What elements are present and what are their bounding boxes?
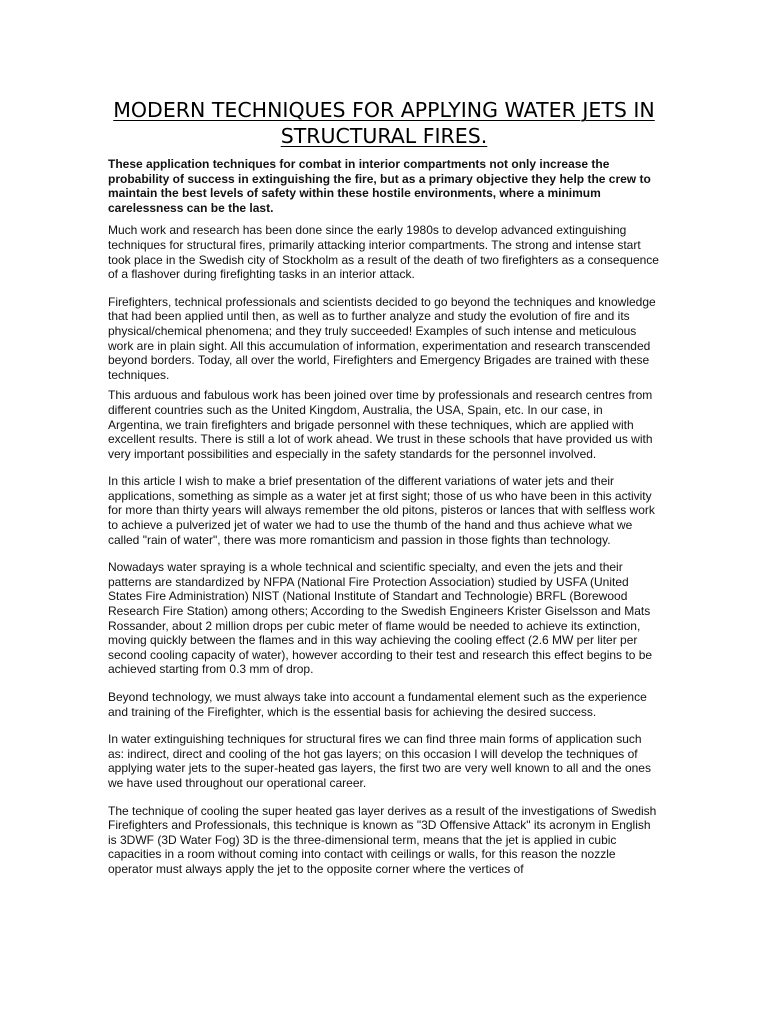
paragraph-6: Beyond technology, we must always take into account a fundamental element such as the experience and training of the Firefighter, which is the essential basis for achieving the desired success.: [108, 690, 647, 719]
paragraph-8: The technique of cooling the super heated gas layer derives as a result of the investigations of Swedish Firefighters and Professionals, this technique is known as "3D Offensive Attack" its acronym in English is 3DWF (3D Water Fog) 3D is the three-dimensional term, means that the jet is applied in cubic capacities in a room without coming into contact with ceilings or walls, for this reason the nozzle operator must always apply the jet to the opposite corner where the vertices of: [108, 803, 657, 876]
document-body: [108, 157, 660, 877]
paragraph-2: Firefighters, technical professionals and scientists decided to go beyond the techniques and knowledge that had been applied until then, as well as to further analyze and study the evolution of fire and its physical/chemical phenomena; and they truly succeeded! Examples of such intense and meticulous work are in plain sight. All this accumulation of information, experimentation and research transcended beyond borders. Today, all over the world, Firefighters and Emergency Brigades are trained with these techniques.: [108, 294, 656, 382]
paragraph-4: In this article I wish to make a brief presentation of the different variations of water jets and their applications, something as simple as a water jet at first sight; those of us who have been in this activity for more than thirty years will always remember the old pitons, pisteros or lances that with selfless work to achieve a pulverized jet of water we had to use the thumb of the hand and thus achieve what we called "rain of water", there was more romanticism and passion in those fights than technology.: [108, 474, 655, 547]
document-title: MODERN TECHNIQUES FOR APPLYING WATER JETS IN STRUCTURAL FIRES.: [113, 98, 655, 148]
paragraph-5: Nowadays water spraying is a whole technical and scientific specialty, and even the jets and their patterns are standardized by NFPA (National Fire Protection Association) studied by USFA (United States Fire Administration) NIST (National Institute of Standart and Technologie) BRFL (Borewood Research Fire Station) among others; According to the Swedish Engineers Krister Giselsson and Mats Rossander, about 2 million drops per cubic meter of flame would be needed to achieve its extinction, moving quickly between the flames and in this way achieving the cooling effect (2.6 MW per liter per second cooling capacity of water), however according to their test and research this effect begins to be achieved starting from 0.3 mm of drop.: [108, 560, 653, 677]
paragraph-3: This arduous and fabulous work has been joined over time by professionals and research centres from different countries such as the United Kingdom, Australia, the USA, Spain, etc. In our case, in Argentina, we train firefighters and brigade personnel with these techniques, which are applied with excellent results. There is still a lot of work ahead. We trust in these schools that have provided us with very important possibilities and especially in the safety standards for the personnel involved.: [108, 388, 653, 461]
intro-paragraph: These application techniques for combat in interior compartments not only increase the probability of success in extinguishing the fire, but as a primary objective they help the crew to maintain the best levels of safety within these hostile environments, where a minimum carelessness can be the last.: [108, 157, 651, 215]
paragraph-1: Much work and research has been done since the early 1980s to develop advanced extinguishing techniques for structural fires, primarily attacking interior compartments. The strong and intense start took place in the Swedish city of Stockholm as a result of the death of two firefighters as a consequence of a flashover during firefighting tasks in an interior attack.: [108, 223, 659, 282]
paragraph-7: In water extinguishing techniques for structural fires we can find three main forms of application such as: indirect, direct and cooling of the hot gas layers; on this occasion I will develop the techniques of applying water jets to the super-heated gas layers, the first two are very well known to all and the ones we have used throughout our operational career.: [108, 732, 651, 790]
